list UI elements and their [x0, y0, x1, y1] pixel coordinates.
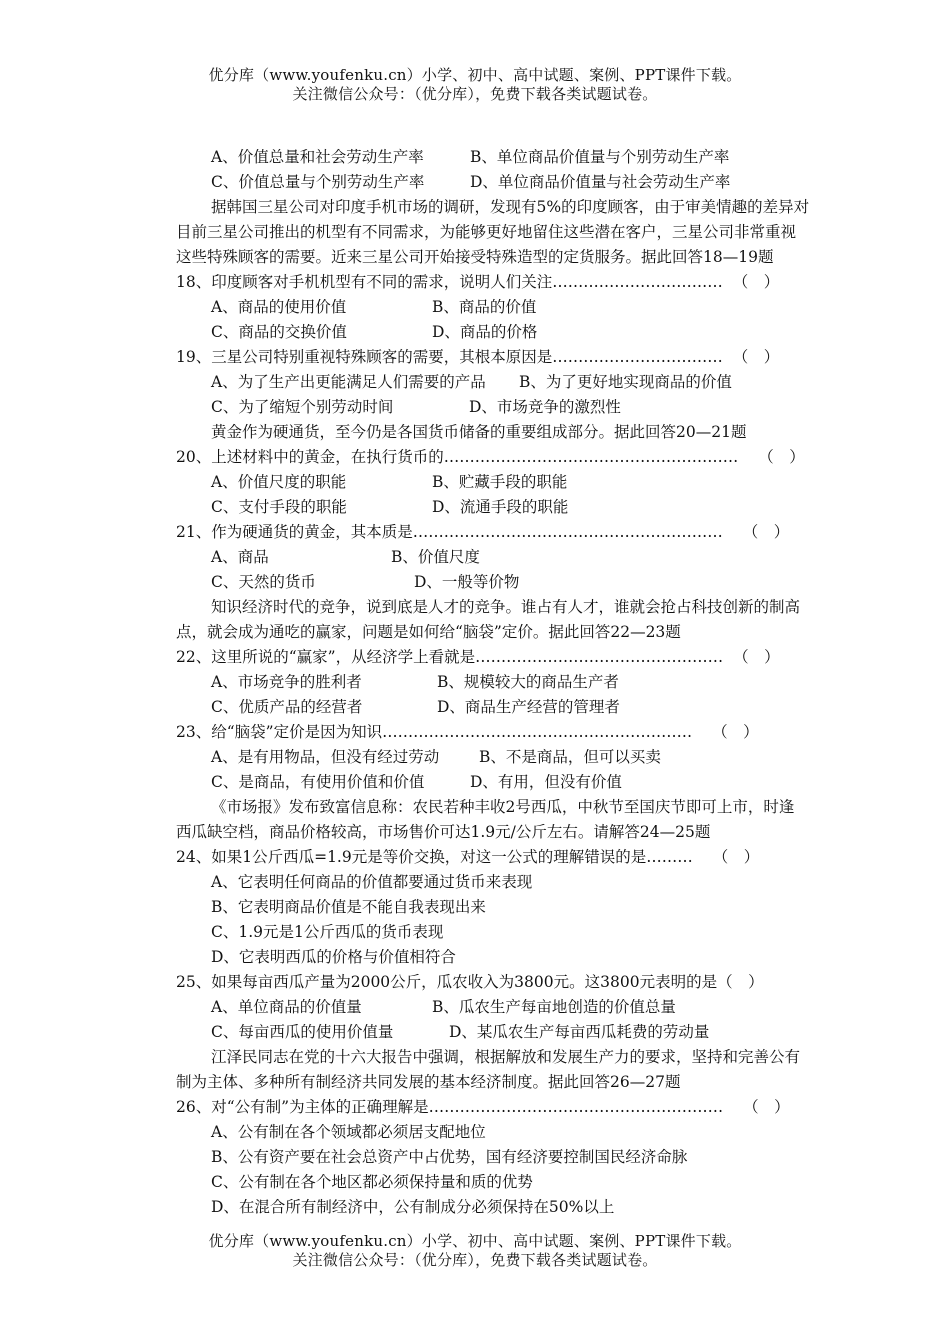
material-26-27-line-1: 江泽民同志在党的十六大报告中强调，根据解放和发展生产力的要求，坚持和完善公有	[211, 1048, 801, 1066]
q23-option-a: A、是有用物品，但没有经过劳动	[211, 748, 440, 766]
q19-option-c: C、为了缩短个别劳动时间	[211, 398, 394, 416]
q19-option-b: B、为了更好地实现商品的价值	[519, 373, 732, 391]
q18-answer-bracket: （ ）	[732, 273, 780, 291]
q23-answer-bracket: （ ）	[712, 723, 759, 741]
q23-option-b: B、不是商品，但可以买卖	[479, 748, 661, 766]
q23-options-row-1	[176, 745, 858, 770]
q18-option-c: C、商品的交换价值	[211, 323, 347, 341]
q23-option-c: C、是商品，有使用价值和价值	[211, 773, 425, 791]
q23-stem	[176, 720, 858, 745]
material-18-19-line-2: 目前三星公司推出的机型有不同需求，为能够更好地留住这些潜在客户，三星公司非常重视	[176, 223, 797, 241]
q20-dots: …………………………………………………	[443, 448, 739, 466]
q24-dots: ………	[646, 848, 693, 866]
q18-option-d: D、商品的价格	[432, 323, 538, 341]
material-22-23-line-1: 知识经济时代的竞争，说到底是人才的竞争。谁占有人才，谁就会抢占科技创新的制高	[211, 598, 801, 616]
q21-option-c: C、天然的货币	[211, 573, 316, 591]
q25-option-b: B、瓜农生产每亩地创造的价值总量	[432, 998, 676, 1016]
q26-stem-text: 26、对“公有制”为主体的正确理解是	[176, 1098, 429, 1116]
q19-option-d: D、市场竞争的激烈性	[469, 398, 621, 416]
material-18-19-line-1: 据韩国三星公司对印度手机市场的调研，发现有5%的印度顾客，由于审美情趣的差异对	[211, 198, 810, 216]
q22-options-row-1	[176, 670, 858, 695]
footer-line-2: 关注微信公众号：（优分库），免费下载各类试题试卷。	[292, 1251, 658, 1269]
q20-answer-bracket: （ ）	[758, 448, 805, 466]
q26-option-a: A、公有制在各个领域都必须居支配地位	[211, 1123, 486, 1141]
q17-option-d: D、单位商品价值量与社会劳动生产率	[470, 173, 731, 191]
material-26-27-line-2: 制为主体、多种所有制经济共同发展的基本经济制度。据此回答26—27题	[176, 1073, 681, 1091]
q19-options-row-2	[176, 395, 858, 420]
q20-option-a: A、价值尺度的职能	[211, 473, 347, 491]
q23-dots: ……………………………………………………	[382, 723, 693, 741]
q20-option-c: C、支付手段的职能	[211, 498, 347, 516]
q21-stem	[176, 520, 858, 545]
q21-option-a: A、商品	[211, 548, 269, 566]
page-header	[0, 66, 950, 104]
q24-option-b: B、它表明商品价值是不能自我表现出来	[211, 898, 486, 916]
q26-option-c: C、公有制在各个地区都必须保持量和质的优势	[211, 1173, 533, 1191]
q20-options-row-1	[176, 470, 858, 495]
q19-option-a: A、为了生产出更能满足人们需要的产品	[211, 373, 486, 391]
q17-option-a: A、价值总量和社会劳动生产率	[211, 148, 424, 166]
header-line-1: 优分库（www.youfenku.cn）小学、初中、高中试题、案例、PPT课件下载。	[208, 66, 742, 84]
q24-option-c: C、1.9元是1公斤西瓜的货币表现	[211, 923, 444, 941]
q22-dots: …………………………………………	[475, 648, 724, 666]
q22-option-b: B、规模较大的商品生产者	[437, 673, 619, 691]
q25-option-d: D、某瓜农生产每亩西瓜耗费的劳动量	[449, 1023, 710, 1041]
q25-option-a: A、单位商品的价值量	[211, 998, 362, 1016]
q21-options-row-1	[176, 545, 858, 570]
q18-options-row-2	[176, 320, 858, 345]
q24-option-d: D、它表明西瓜的价格与价值相符合	[211, 948, 456, 966]
q21-option-d: D、一般等价物	[414, 573, 520, 591]
q24-stem-text: 24、如果1公斤西瓜=1.9元是等价交换，对这一公式的理解错误的是	[176, 848, 647, 866]
q21-stem-text: 21、作为硬通货的黄金，其本质是	[176, 523, 413, 541]
material-24-25-line-1: 《市场报》发布致富信息称：农民若种丰收2号西瓜，中秋节至国庆节即可上市，时逢	[211, 798, 795, 816]
q25-options-row-1	[176, 995, 858, 1020]
q24-option-a: A、它表明任何商品的价值都要通过货币来表现	[211, 873, 533, 891]
q18-stem	[176, 270, 858, 295]
q21-option-b: B、价值尺度	[391, 548, 480, 566]
q26-dots: …………………………………………………	[428, 1098, 724, 1116]
q22-options-row-2	[176, 695, 858, 720]
q21-dots: ……………………………………………………	[412, 523, 723, 541]
q18-stem-text: 18、印度顾客对手机机型有不同的需求，说明人们关注	[176, 273, 553, 291]
q17-options-row-1	[176, 145, 858, 170]
q26-option-b: B、公有资产要在社会总资产中占优势，国有经济要控制国民经济命脉	[211, 1148, 688, 1166]
material-18-19-line-3: 这些特殊顾客的需要。近来三星公司开始接受特殊造型的定货服务。据此回答18—19题	[176, 248, 774, 266]
q19-stem	[176, 345, 858, 370]
q26-answer-bracket: （ ）	[743, 1098, 790, 1116]
q18-dots: ……………………………	[552, 273, 723, 291]
q26-option-d: D、在混合所有制经济中，公有制成分必须保持在50%以上	[211, 1198, 615, 1216]
q19-dots: ……………………………	[552, 348, 723, 366]
q26-stem	[176, 1095, 858, 1120]
material-22-23-line-2: 点，就会成为通吃的赢家，问题是如何给“脑袋”定价。据此回答22—23题	[176, 623, 681, 641]
q21-options-row-2	[176, 570, 858, 595]
q23-option-d: D、有用，但没有价值	[470, 773, 622, 791]
q22-option-d: D、商品生产经营的管理者	[437, 698, 620, 716]
q25-stem: 25、如果每亩西瓜产量为2000公斤，瓜农收入为3800元。这3800元表明的是（ ）	[176, 973, 764, 991]
q25-option-c: C、每亩西瓜的使用价值量	[211, 1023, 394, 1041]
q17-option-c: C、价值总量与个别劳动生产率	[211, 173, 425, 191]
q24-answer-bracket: （ ）	[712, 848, 760, 866]
q19-options-row-1	[176, 370, 858, 395]
page-footer	[0, 1232, 950, 1270]
q20-option-d: D、流通手段的职能	[432, 498, 569, 516]
q17-option-b: B、单位商品价值量与个别劳动生产率	[470, 148, 730, 166]
header-line-2: 关注微信公众号：（优分库），免费下载各类试题试卷。	[292, 85, 658, 103]
q18-option-a: A、商品的使用价值	[211, 298, 347, 316]
q20-options-row-2	[176, 495, 858, 520]
q22-answer-bracket: （ ）	[733, 648, 780, 666]
q21-answer-bracket: （ ）	[742, 523, 790, 541]
q23-stem-text: 23、给“脑袋”定价是因为知识	[176, 723, 383, 741]
q24-stem	[176, 845, 858, 870]
q22-option-a: A、市场竞争的胜利者	[211, 673, 362, 691]
q22-stem	[176, 645, 858, 670]
q20-option-b: B、贮藏手段的职能	[432, 473, 568, 491]
q23-options-row-2	[176, 770, 858, 795]
q20-stem-text: 20、上述材料中的黄金，在执行货币的	[176, 448, 444, 466]
q22-stem-text: 22、这里所说的“赢家”，从经济学上看就是	[176, 648, 476, 666]
q18-option-b: B、商品的价值	[432, 298, 537, 316]
material-24-25-line-2: 西瓜缺空档，商品价格较高，市场售价可达1.9元/公斤左右。请解答24—25题	[176, 823, 711, 841]
q17-options-row-2	[176, 170, 858, 195]
q18-options-row-1	[176, 295, 858, 320]
q20-stem	[176, 445, 858, 470]
q19-stem-text: 19、三星公司特别重视特殊顾客的需要，其根本原因是	[176, 348, 553, 366]
material-20-21: 黄金作为硬通货，至今仍是各国货币储备的重要组成部分。据此回答20—21题	[211, 423, 747, 441]
footer-line-1: 优分库（www.youfenku.cn）小学、初中、高中试题、案例、PPT课件下载。	[208, 1232, 742, 1250]
q19-answer-bracket: （ ）	[732, 348, 780, 366]
exam-content	[176, 145, 858, 1220]
q22-option-c: C、优质产品的经营者	[211, 698, 363, 716]
q25-options-row-2	[176, 1020, 858, 1045]
